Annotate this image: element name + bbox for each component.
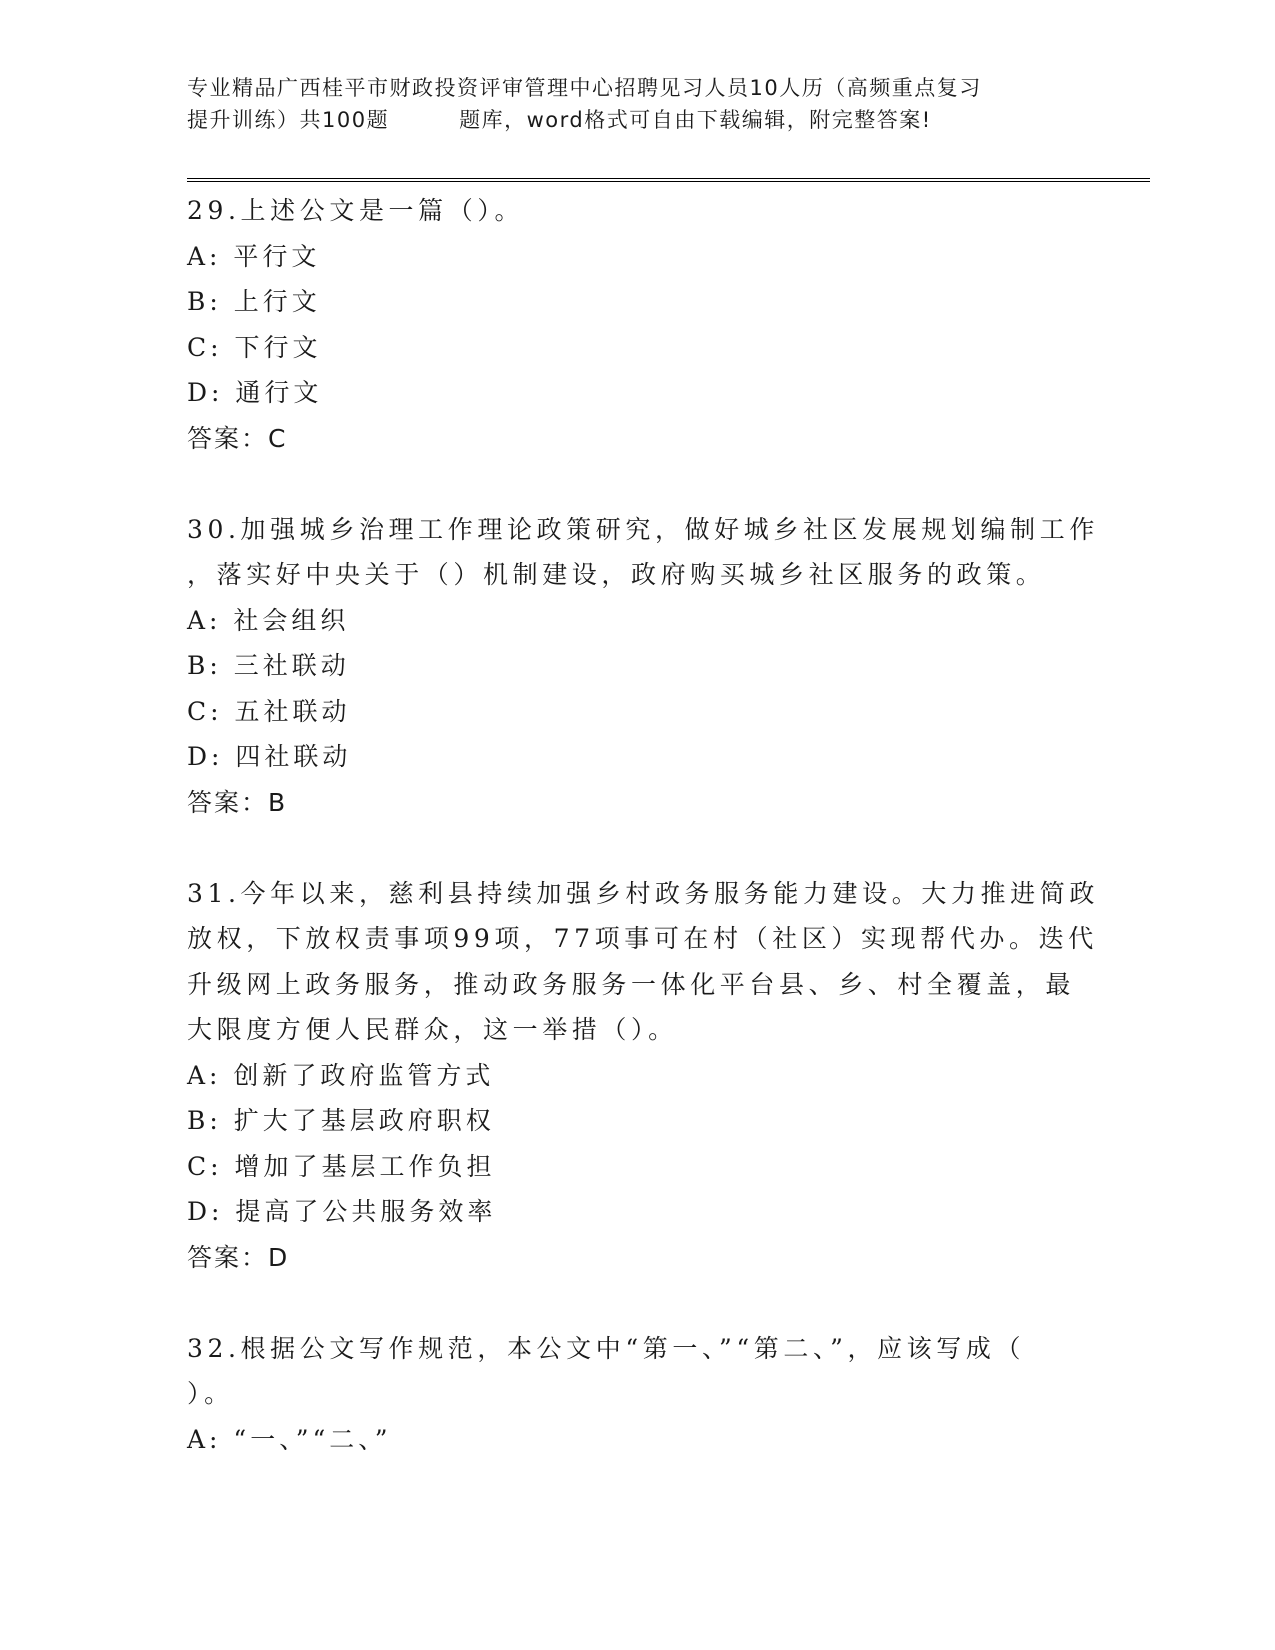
option-c: C: 五社联动 xyxy=(187,696,351,726)
option-c: C: 增加了基层工作负担 xyxy=(187,1151,496,1181)
header-line-2-left: 提升训练）共100题 xyxy=(187,108,390,132)
page-header xyxy=(187,72,1107,136)
question-spacer xyxy=(187,825,1087,871)
option-a: A: 创新了政府监管方式 xyxy=(187,1060,495,1090)
question-stem: 30.加强城乡治理工作理论政策研究，做好城乡社区发展规划编制工作 xyxy=(187,514,1099,544)
question-spacer xyxy=(187,1280,1087,1326)
option-b: B: 扩大了基层政府职权 xyxy=(187,1106,495,1135)
option-b: B: 三社联动 xyxy=(187,651,350,680)
option-a: A: 社会组织 xyxy=(187,605,350,635)
option-a: A: 平行文 xyxy=(187,241,321,271)
question-stem: 放权，下放权责事项99项，77项事可在村（社区）实现帮代办。迭代 xyxy=(187,924,1098,953)
question-29 xyxy=(187,188,1087,461)
question-list xyxy=(187,188,1099,1462)
question-spacer xyxy=(187,461,1087,507)
question-31 xyxy=(187,871,1099,1281)
question-stem: 升级网上政务服务，推动政务服务一体化平台县、乡、村全覆盖，最 xyxy=(187,969,1076,999)
answer-label: 答案：D xyxy=(187,1242,290,1272)
question-stem: 大限度方便人民群众，这一举措（）。 xyxy=(187,1015,678,1044)
option-a: A: “一、”“二、” xyxy=(187,1424,392,1454)
header-rule-bottom xyxy=(187,181,1150,182)
header-line-2-right: 题库，word格式可自由下载编辑，附完整答案! xyxy=(459,108,932,132)
header-rule-top xyxy=(187,178,1150,179)
option-d: D: 四社联动 xyxy=(187,742,352,771)
question-stem: 31.今年以来，慈利县持续加强乡村政务服务能力建设。大力推进简政 xyxy=(187,878,1099,908)
question-30 xyxy=(187,507,1099,826)
question-stem: 32.根据公文写作规范，本公文中“第一、”“第二、”，应该写成（ xyxy=(187,1333,1026,1363)
header-line-2 xyxy=(187,104,1107,136)
option-d: D: 提高了公共服务效率 xyxy=(187,1197,497,1226)
option-b: B: 上行文 xyxy=(187,287,321,316)
question-stem: ）。 xyxy=(187,1379,234,1408)
answer-label: 答案：B xyxy=(187,787,288,817)
question-stem: 29.上述公文是一篇（）。 xyxy=(187,196,525,225)
header-line-1: 专业精品广西桂平市财政投资评审管理中心招聘见习人员10人历（高频重点复习 xyxy=(187,76,982,100)
question-stem: ，落实好中央关于（）机制建设，政府购买城乡社区服务的政策。 xyxy=(187,560,1046,589)
question-32 xyxy=(187,1326,1087,1463)
option-d: D: 通行文 xyxy=(187,378,323,407)
answer-label: 答案：C xyxy=(187,423,288,453)
option-c: C: 下行文 xyxy=(187,332,322,362)
